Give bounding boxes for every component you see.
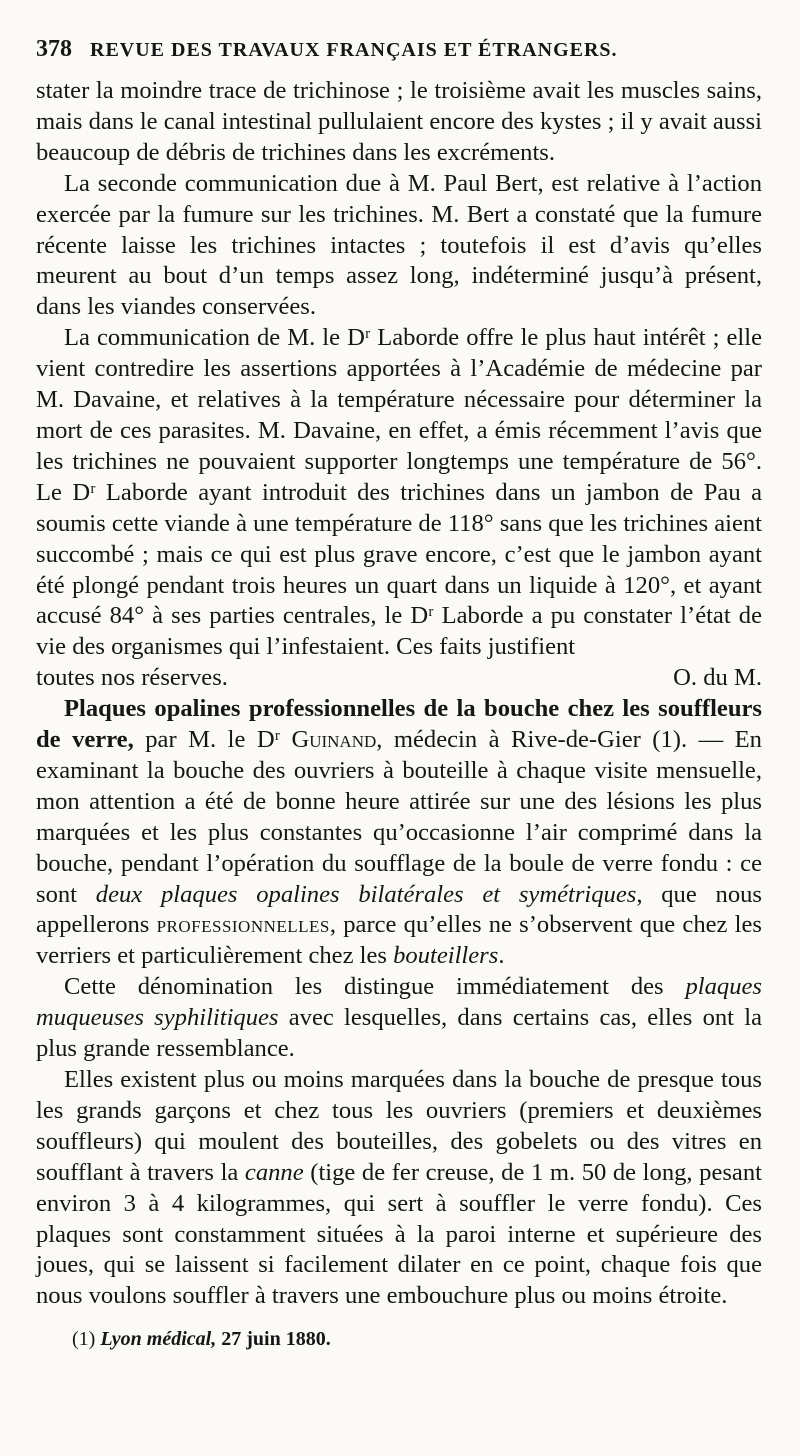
running-head xyxy=(36,36,762,76)
paragraph-plaques-opalines xyxy=(36,694,762,972)
emphasis-deux-plaques: deux plaques opalines bilatérales et symétriques xyxy=(95,880,637,908)
paragraph-paul-bert: La seconde communication due à M. Paul Bert, est relative à l’action exercée par la fumure sur les trichines. M. Bert a constaté que la fumure récente laisse les trichines intactes ; toutefois il est d’avis qu’elles meurent au bout d’un temps assez long, indéterminé jusqu’à présent, dans les viandes conservées. xyxy=(36,169,762,321)
section-title: Plaques opalines professionnelles de la bouche chez les souffleurs de verre, xyxy=(36,695,762,754)
footnote-source: Lyon médical, xyxy=(100,1328,217,1351)
footnote xyxy=(36,1326,762,1352)
article-body xyxy=(36,76,762,1312)
text-souffleurs-end: (tige de fer creuse, de 1 m. 50 de long, pesant environ 3 à 4 kilogrammes, qui sert à souffler le verre fondu). Ces plaques sont constamment situées à la paroi interne et supérieure des joues, qui se laissent si facilement dilater en ce point, chaque fois que nous voulons souffler à travers une embouchure plus ou moins étroite. xyxy=(36,1158,762,1310)
paragraph-souffleurs xyxy=(36,1065,762,1312)
author-signature: O. du M. xyxy=(673,664,762,692)
paragraph-laborde-end: toutes nos réserves. xyxy=(36,664,228,692)
footnote-separator xyxy=(36,1312,762,1326)
emphasis-canne: canne xyxy=(244,1158,304,1186)
section-author: Guinand xyxy=(291,726,377,754)
paragraph-trichinosis-cases: stater la moindre trace de trichinose ; le troisième avait les muscles sains, mais dans le canal intestinal pullulaient encore des kystes ; il y avait aussi beaucoup de débris de trichines dans les excréments. xyxy=(36,77,763,166)
emphasis-plaques-muqueuses: plaques muqueuses syphilitiques xyxy=(36,973,763,1032)
text-appellerons: , que nous appellerons xyxy=(36,880,762,939)
text-verriers: , parce qu’elles ne s’observent que chez les verriers et particulièrement chez les xyxy=(36,911,762,970)
paragraph-denomination xyxy=(36,972,762,1065)
signature-line xyxy=(36,663,762,694)
footnote-date: 27 juin 1880. xyxy=(221,1328,331,1351)
term-professionnelles: professionnelles xyxy=(156,911,330,939)
section-intro-text: , médecin à Rive-de-Gier (1). — En examinant la bouche des ouvriers à bouteille à chaque visite mensuelle, mon attention a été de bonne heure attirée sur une des lésions les plus marquées et les plus constantes qu’occasionne l’air comprimé dans la bouche, pendant l’opération du soufflage de la boule de verre fondu : ce sont xyxy=(36,726,762,908)
period: . xyxy=(498,942,505,970)
footnote-mark: (1) xyxy=(72,1328,96,1351)
emphasis-bouteillers: bouteillers xyxy=(393,942,499,970)
text-denomination-end: avec lesquelles, dans certains cas, elles ont la plus grande ressemblance. xyxy=(36,1004,762,1063)
section-byline: par M. le Dʳ xyxy=(145,726,280,754)
paragraph-laborde: La communication de M. le Dʳ Laborde offre le plus haut intérêt ; elle vient contredire les assertions apportées à l’Académie de médecine par M. Davaine, et relatives à la température nécessaire pour déterminer la mort de ces parasites. M. Davaine, en effet, a émis récemment l’avis que les trichines ne pouvaient supporter longtemps une température de 56°. Le Dʳ Laborde ayant introduit des trichines dans un jambon de Pau a soumis cette viande à une température de 118° sans que les trichines aient succombé ; mais ce qui est plus grave encore, c’est que le jambon ayant été plongé pendant trois heures un quart dans un liquide à 120°, et ayant accusé 84° à ses parties centrales, le Dʳ Laborde a pu constater l’état de vie des organismes qui l’infestaient. Ces faits justifient xyxy=(36,324,762,661)
text-denomination-start: Cette dénomination les distingue immédiatement des xyxy=(64,973,664,1001)
page-number: 378 xyxy=(36,36,72,62)
journal-title: REVUE DES TRAVAUX FRANÇAIS ET ÉTRANGERS. xyxy=(90,39,618,61)
text-souffleurs-start: Elles existent plus ou moins marquées dans la bouche de presque tous les grands garçons et chez tous les ouvriers (premiers et deuxièmes souffleurs) qui moulent des bouteilles, des gobelets ou des vitres en soufflant à travers la xyxy=(36,1066,762,1186)
